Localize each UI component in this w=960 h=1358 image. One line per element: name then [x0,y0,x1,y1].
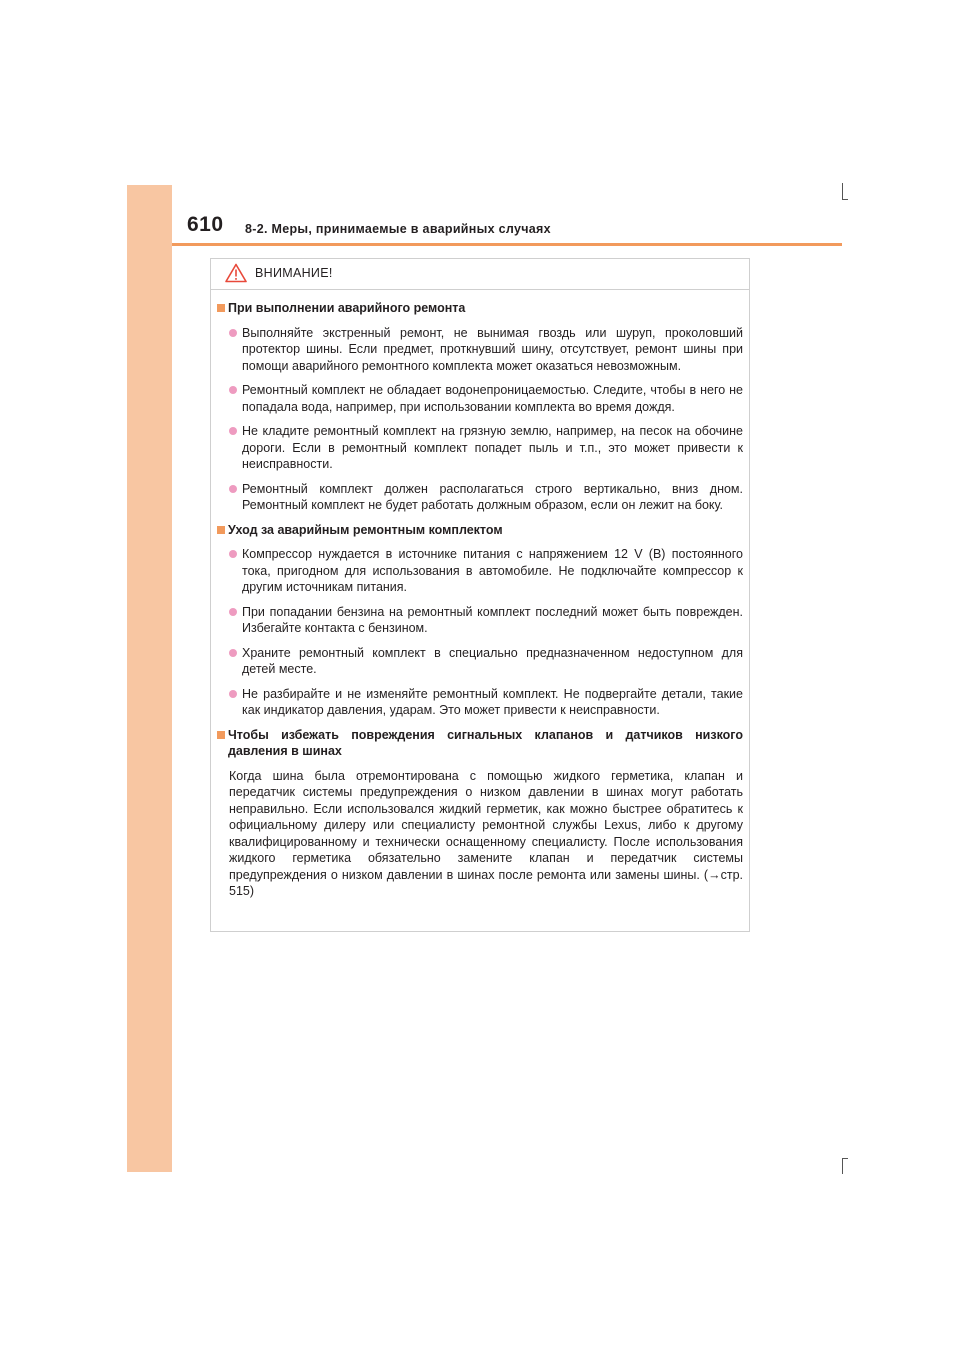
crop-mark-top-foot [842,199,848,200]
list-item: Ремонтный комплект не обладает водонепроницаемостью. Следите, чтобы в него не попадала вода, например, при использовании комплекта во время дождя. [217,382,743,415]
chapter-side-tab [127,185,172,1172]
round-bullet-icon [229,427,237,435]
header-rule [172,243,842,246]
list-item: Не кладите ремонтный комплект на грязную землю, например, на песок на обочине дороги. Если в ремонтный комплект попадет пыль и т.п., это может привести к неисправности. [217,423,743,473]
list-item: Не разбирайте и не изменяйте ремонтный комплект. Не подвергайте детали, такие как индикатор давления, ударам. Это может привести к неисправности. [217,686,743,719]
crop-mark-bottom [842,1158,843,1174]
warning-content [211,290,749,900]
list-item: Ремонтный комплект должен располагаться строго вертикально, вниз дном. Ремонтный комплект не будет работать должным образом, если он лежит на боку. [217,481,743,514]
round-bullet-icon [229,550,237,558]
warning-box [210,258,750,932]
warning-label: ВНИМАНИЕ! [255,266,333,280]
crop-mark-top [842,183,843,199]
list-item: Выполняйте экстренный ремонт, не вынимая гвоздь или шуруп, проколовший протектор шины. Если предмет, проткнувший шину, отсутствует, ремонт шины при помощи аварийного ремонтного комплекта может оказаться невозможным. [217,325,743,375]
section-heading: При выполнении аварийного ремонта [217,300,743,317]
square-bullet-icon [217,526,225,534]
square-bullet-icon [217,304,225,312]
round-bullet-icon [229,690,237,698]
page-number: 610 [187,213,224,236]
warning-triangle-icon [225,263,247,283]
list-item: При попадании бензина на ремонтный комплект последний может быть поврежден. Избегайте контакта с бензином. [217,604,743,637]
crop-mark-bottom-foot [842,1158,848,1159]
section-title: 8-2. Меры, принимаемые в аварийных случаях [245,222,551,236]
round-bullet-icon [229,329,237,337]
list-item: Храните ремонтный комплект в специально предназначенном недоступном для детей месте. [217,645,743,678]
section-paragraph: Когда шина была отремонтирована с помощью жидкого герметика, клапан и передатчик системы предупреждения о низком давлении в шинах могут работать неправильно. Если использовался жидкий герметик, как можно быстрее обратитесь к официальному дилеру или специалисту ремонтной службы Lexus, либо к другому квалифицированному и технически оснащенному специалисту. После использования жидкого герметика обязательно замените клапан и передатчик системы предупреждения о низком давлении в шинах после ремонта или замены шины. (→стр. 515) [229,768,743,898]
warning-header [211,259,749,290]
round-bullet-icon [229,608,237,616]
section-heading: Уход за аварийным ремонтным комплектом [217,522,743,539]
round-bullet-icon [229,649,237,657]
round-bullet-icon [229,485,237,493]
round-bullet-icon [229,386,237,394]
list-item: Компрессор нуждается в источнике питания с напряжением 12 V (В) постоянного тока, пригодном для использования в автомобиле. Не подключайте компрессор к другим источникам питания. [217,546,743,596]
square-bullet-icon [217,731,225,739]
section-heading: Чтобы избежать повреждения сигнальных клапанов и датчиков низкого давления в шинах [217,727,743,760]
